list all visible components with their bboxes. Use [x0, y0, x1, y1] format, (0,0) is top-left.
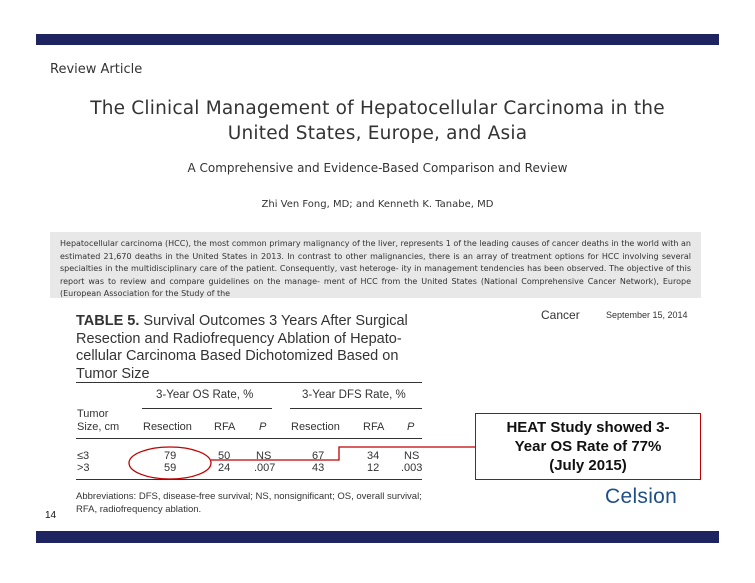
- table-caption-line: Resection and Radiofrequency Ablation of Hepato-: [76, 330, 402, 347]
- tumor-size-cell: >3: [77, 462, 90, 474]
- col-header-p: P: [259, 421, 267, 433]
- abstract-line: Hepatocellular carcinoma (HCC), the most common primary malignancy of the liver, represents 1 of the leading causes of cancer: [60, 239, 579, 248]
- journal-name: Cancer: [541, 308, 580, 322]
- table-caption-line: Tumor Size: [76, 365, 150, 382]
- table-cell: 50: [218, 450, 231, 462]
- abstract-line: deaths in the world with an estimated 21,670 deaths in the United States in 2013. In contrast to other malignancies, there is an array: [60, 239, 691, 261]
- callout-line: (July 2015): [549, 457, 627, 474]
- callout-line: Year OS Rate of 77%: [514, 438, 662, 455]
- table-cell: 24: [218, 462, 231, 474]
- table-label: TABLE 5.: [76, 313, 140, 329]
- table-cell: 59: [164, 462, 177, 474]
- abstract-line: of treatment options for HCC involving several specialties in the multidisciplinary care of the patient. Consequently, vast heteroge-: [60, 251, 691, 273]
- col-header-resection: Resection: [291, 421, 340, 433]
- article-authors: Zhi Ven Fong, MD; and Kenneth K. Tanabe, MD: [261, 199, 494, 210]
- table-cell: 12: [367, 462, 380, 474]
- article-type-label: Review Article: [50, 62, 143, 77]
- table-cell: 79: [164, 450, 177, 462]
- table-cell: 67: [312, 450, 325, 462]
- table-abbreviations: Abbreviations: DFS, disease-free survival; NS, nonsignificant; OS, overall survival; RFA, radiofrequency ablation.: [76, 491, 422, 515]
- callout-box: [475, 413, 701, 480]
- table-cell: 34: [367, 450, 380, 462]
- col-header-p: P: [407, 421, 415, 433]
- os-group-header: 3-Year OS Rate, %: [156, 389, 254, 401]
- abstract-line: ity in management tendencies has been observed. The objective of this report was to review and compare guidelines on the manage-: [60, 264, 692, 286]
- article-title-line-2: United States, Europe, and Asia: [227, 123, 528, 144]
- table-cell: NS: [404, 450, 420, 462]
- col-header-resection: Resection: [143, 421, 192, 433]
- row-header-line-2: Size, cm: [77, 421, 120, 433]
- celsion-logo: Celsion: [605, 485, 678, 508]
- table-cell: 43: [312, 462, 325, 474]
- col-header-rfa: RFA: [214, 421, 236, 433]
- connector-line: [211, 447, 475, 460]
- callout-line: HEAT Study showed 3-: [506, 419, 670, 436]
- journal-date: September 15, 2014: [606, 310, 688, 320]
- table-cell: NS: [256, 450, 272, 462]
- highlight-ellipse: [129, 447, 211, 479]
- abstract-line: ment of HCC from the United States (National Comprehensive Cancer Network), Europe (European Association for the Study of the: [60, 276, 691, 298]
- bottom-banner-bar: [36, 531, 719, 543]
- slide-number: 14: [45, 510, 57, 521]
- article-subtitle: A Comprehensive and Evidence-Based Comparison and Review: [187, 161, 568, 175]
- table-cell: .007: [254, 462, 276, 474]
- col-header-rfa: RFA: [363, 421, 385, 433]
- table-caption-line: cellular Carcinoma Based Dichotomized Based on: [76, 348, 399, 364]
- table-caption-line: Survival Outcomes 3 Years After Surgical: [139, 313, 408, 329]
- article-title-line-1: The Clinical Management of Hepatocellular Carcinoma in the: [90, 98, 665, 119]
- dfs-group-header: 3-Year DFS Rate, %: [302, 389, 406, 401]
- row-header-line-1: Tumor: [77, 408, 109, 420]
- table-cell: .003: [401, 462, 423, 474]
- tumor-size-cell: ≤3: [77, 450, 90, 462]
